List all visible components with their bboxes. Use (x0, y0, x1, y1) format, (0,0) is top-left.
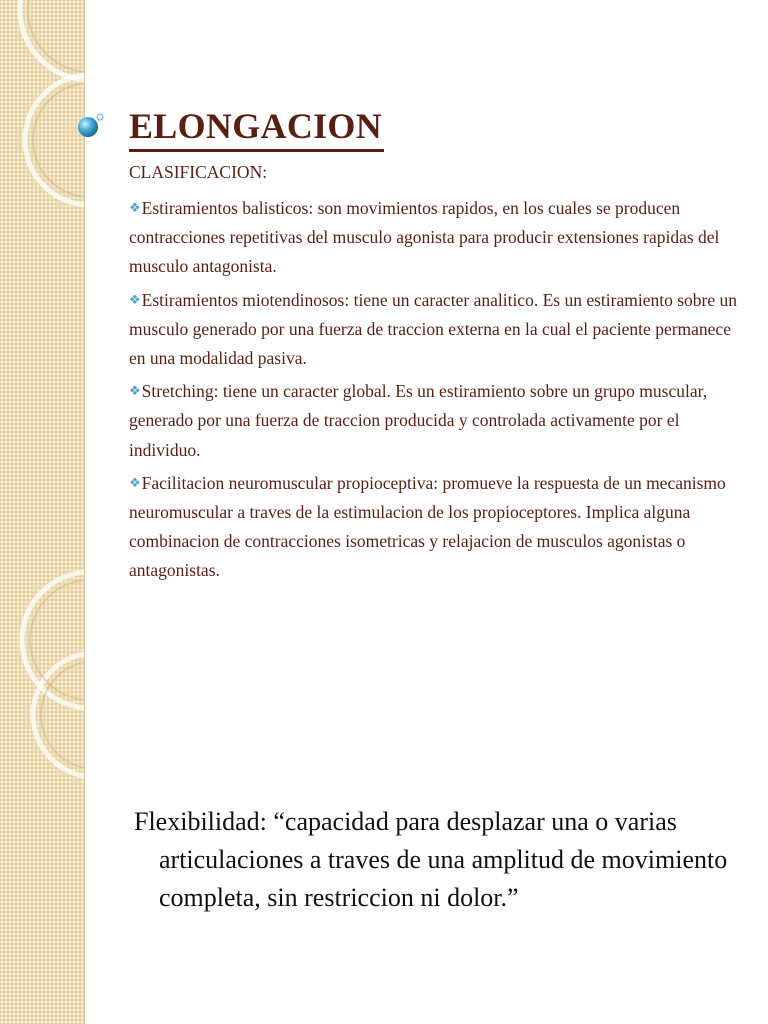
list-item-text: Facilitacion neuromuscular propioceptiva: promueve la respuesta de un mecanismo neuromuscular a traves de la estimulacion de los propioceptores. Implica alguna combinacion de contracciones isometricas y relajacion de musculos agonistas o antagonistas. (129, 472, 726, 580)
classification-heading: CLASIFICACION: (129, 162, 268, 182)
list-item (129, 285, 739, 374)
title-underline (129, 149, 384, 152)
diamond-bullet-icon: ❖ (129, 383, 141, 399)
slide-title: ELONGACION (129, 106, 383, 146)
diamond-bullet-icon: ❖ (129, 474, 141, 490)
list-item (129, 468, 739, 580)
list-item (129, 193, 739, 282)
diamond-bullet-icon: ❖ (129, 291, 141, 307)
list-item-text: Estiramientos balisticos: son movimientos rapidos, en los cuales se producen contracciones repetitivas del musculo agonista para producir extensiones rapidas del musculo antagonista. (129, 198, 720, 277)
list-item-text: Stretching: tiene un caracter global. Es un estiramiento sobre un grupo muscular, generado por una fuerza de traccion producida y controlada activamente por el individuo. (129, 381, 708, 460)
list-item (129, 376, 739, 465)
classification-list (129, 193, 739, 580)
diamond-bullet-icon: ❖ (129, 200, 141, 215)
list-item-text: Estiramientos miotendinosos: tiene un caracter analitico. Es un estiramiento sobre un musculo generado por una fuerza de traccion externa en la cual el paciente permanece en una modalidad pasiva. (129, 289, 737, 369)
flexibility-definition: Flexibilidad: “capacidad para desplazar una o varias articulaciones a traves de una amplitud de movimiento completa, sin restriccion ni dolor.” (134, 807, 728, 912)
